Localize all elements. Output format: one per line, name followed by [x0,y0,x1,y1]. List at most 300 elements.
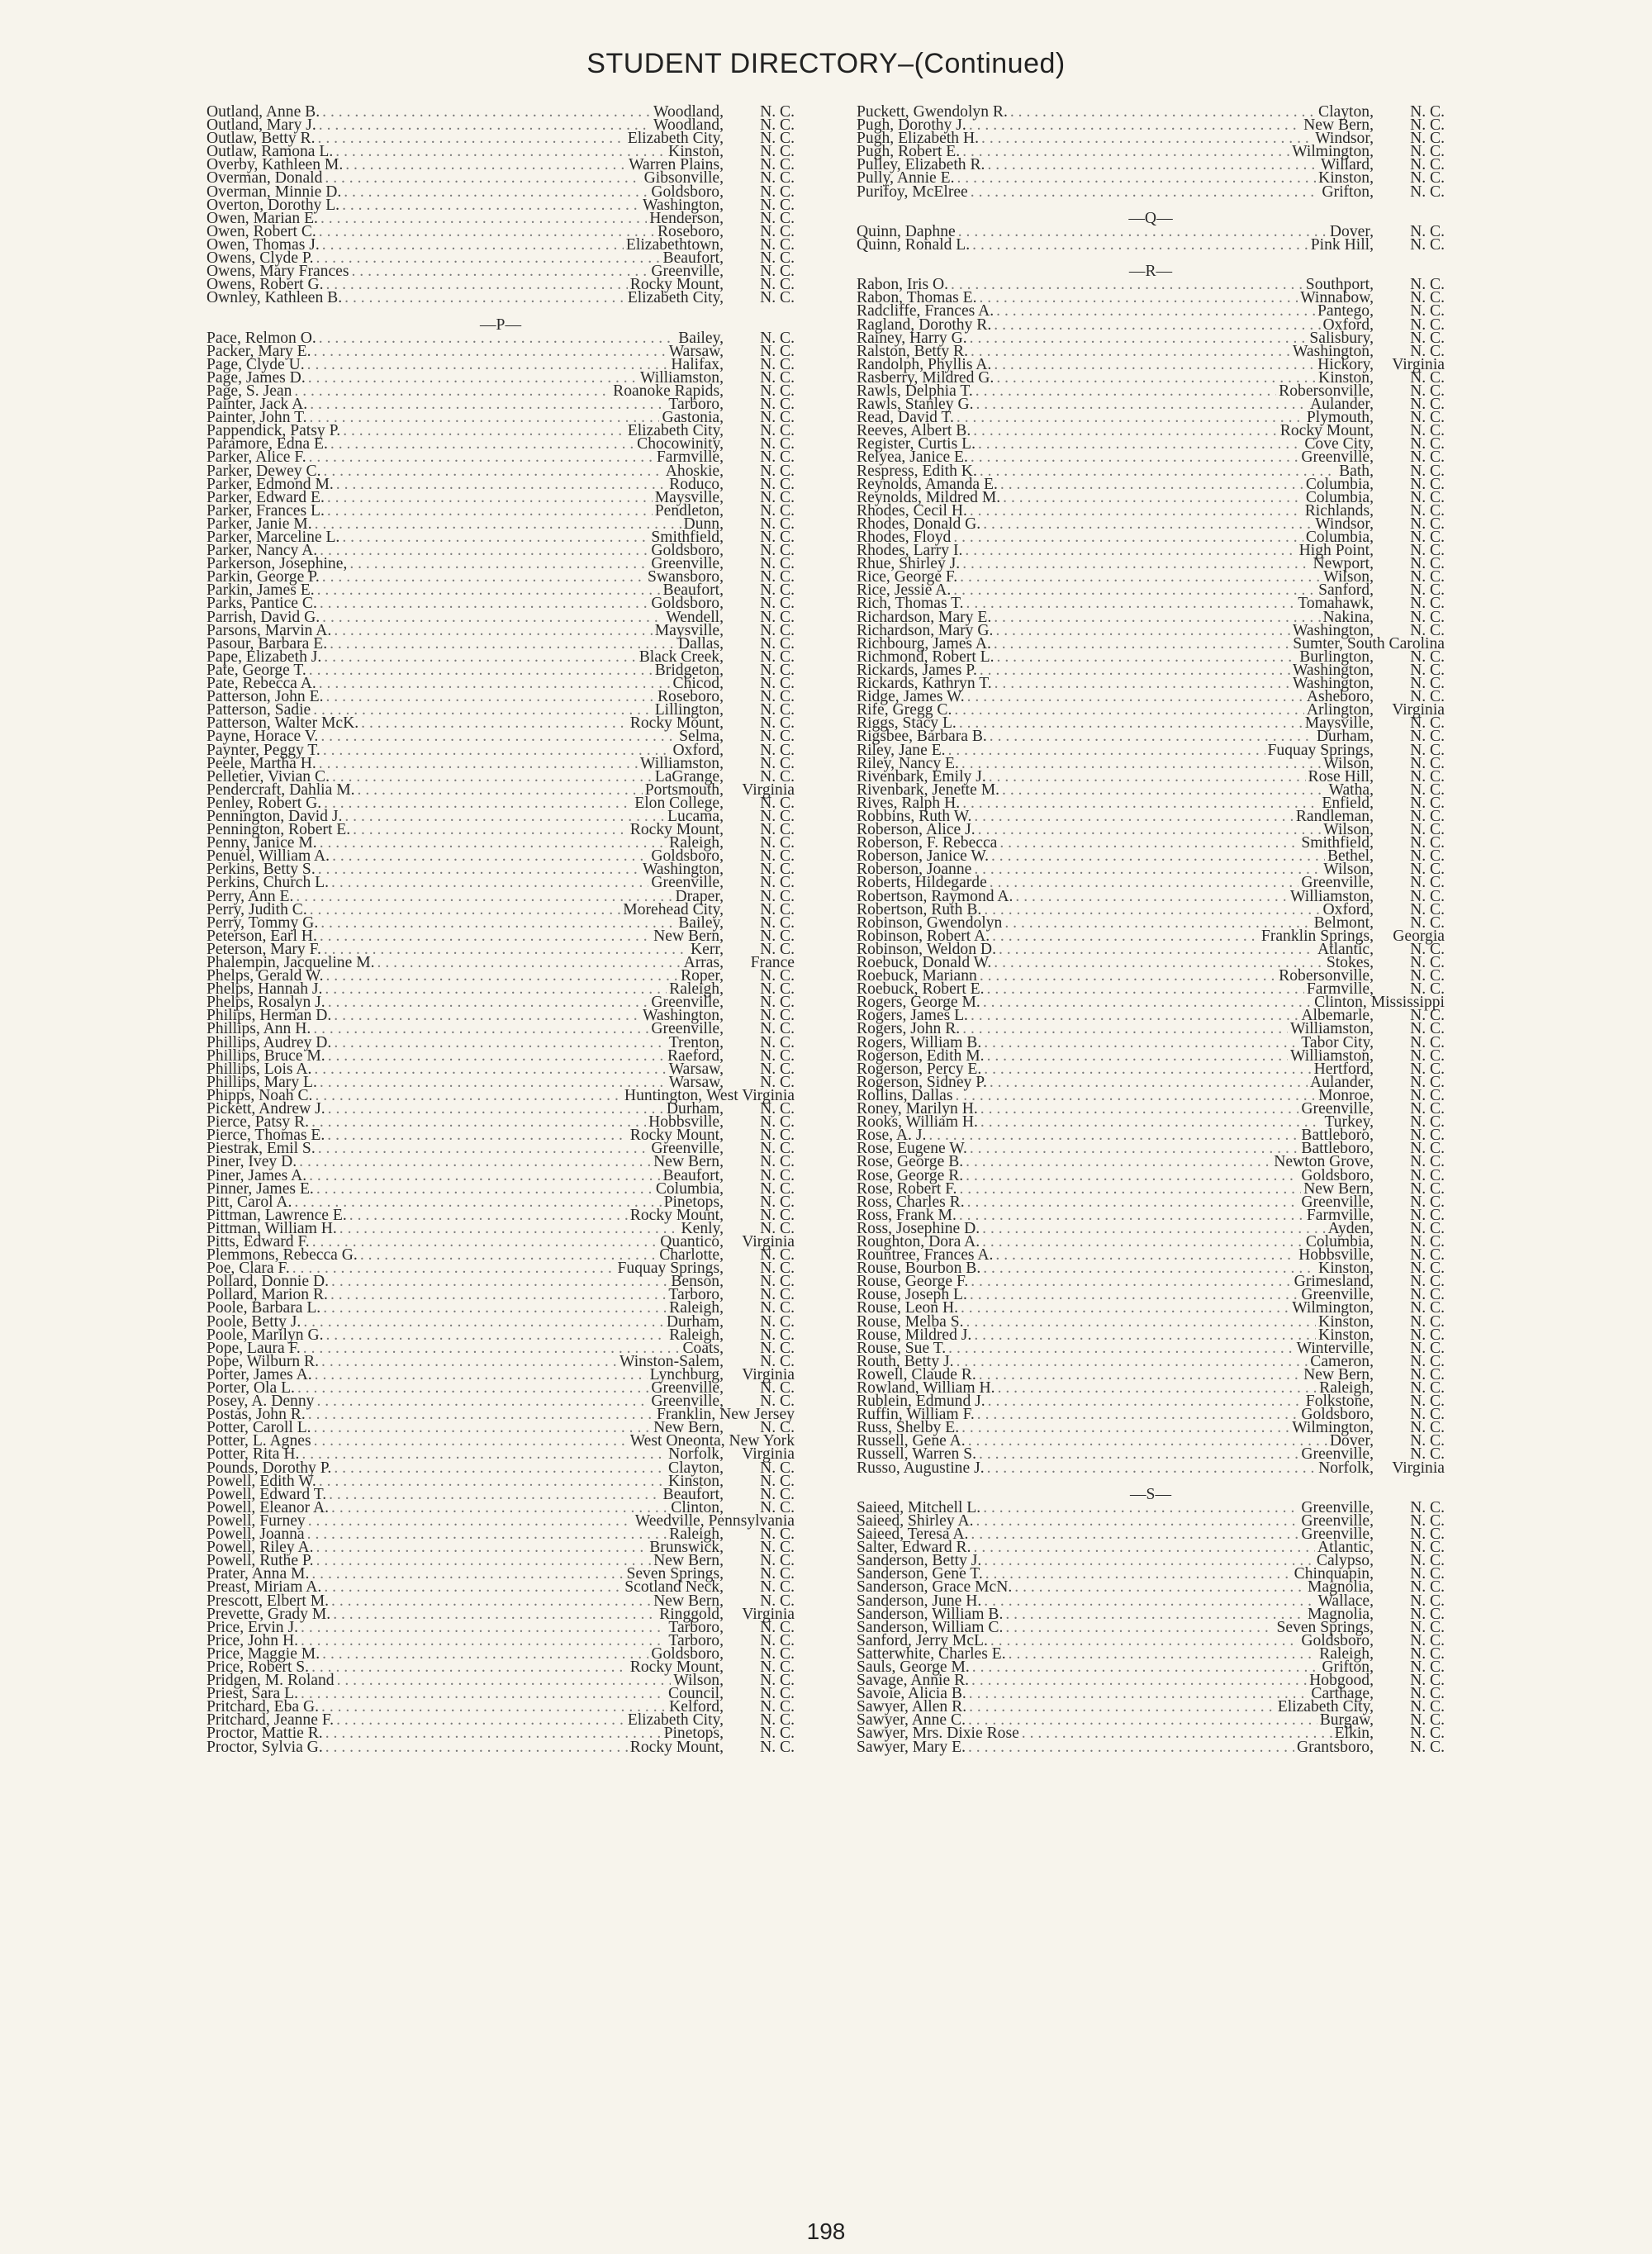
state: N. C. [1406,183,1445,201]
dot-leader [307,358,669,372]
state: N. C. [756,794,795,812]
dot-leader [320,597,648,610]
hometown: Winnabow, [1300,289,1374,307]
hometown: Goldsboro, [1301,1631,1374,1649]
hometown: Oxford, [1322,316,1374,334]
dot-leader [959,1209,1304,1222]
state: Virginia [738,781,795,799]
hometown: Winston-Salem, [619,1352,724,1370]
state: N. C. [1406,1086,1445,1104]
student-name: Sawyer, Anne C. [857,1711,966,1730]
student-name: Sanford, Jerry McL. [857,1631,988,1649]
state: N. C. [1406,1592,1445,1610]
student-name: Sawyer, Mrs. Dixie Rose [857,1725,1019,1743]
dot-leader [326,278,628,292]
dot-leader [997,651,1298,664]
hometown: Elizabeth City, [627,422,724,440]
dot-leader [319,677,671,690]
student-name: Roberson, Alice J. [857,821,976,839]
state: N. C. [756,1326,795,1344]
state: N. C. [1406,1526,1445,1544]
dot-leader [955,1089,1316,1103]
student-name: Peele, Martha H. [206,754,316,772]
dot-leader [315,1369,648,1382]
dot-leader [980,292,1298,305]
dot-leader [981,132,1313,145]
student-name: Rouse, Sue T. [857,1339,947,1357]
hometown: Burlington, [1299,648,1374,666]
state: N. C. [756,847,795,866]
state: N. C. [1406,807,1445,825]
hometown: Chinquapin, [1294,1565,1374,1583]
hometown: Bath, [1339,462,1374,480]
dot-leader [309,451,654,464]
student-name: Phillips, Bruce M. [206,1046,325,1065]
state: N. C. [756,1339,795,1357]
student-name: Poole, Barbara L. [206,1299,321,1317]
hometown: Farmville, [1306,1206,1374,1224]
dot-leader [326,970,679,983]
state: N. C. [1406,1672,1445,1690]
dot-leader [296,890,672,904]
dot-leader [974,810,1293,823]
state: N. C. [756,276,795,294]
student-name: Pope, Laura F. [206,1339,301,1357]
state: N. C. [756,1618,795,1636]
dot-leader [960,571,1321,584]
dot-leader [334,1037,666,1050]
hometown: Goldsboro, [651,847,724,866]
dot-leader [319,225,655,239]
student-name: Penny, Janice M. [206,834,317,852]
hometown: Maysville, [1304,714,1374,733]
student-name: Pritchard, Eba G. [206,1698,320,1716]
hometown: Newport, [1313,555,1374,573]
student-name: Sawyer, Allen R. [857,1698,967,1716]
dot-leader [967,690,1304,704]
state: N. C. [756,1246,795,1265]
student-name: Pitt, Carol A. [206,1193,292,1211]
state: N. C. [1406,1685,1445,1703]
state: N. C. [756,754,795,772]
state: N. C. [756,1658,795,1676]
student-name: Owens, Robert G. [206,276,324,294]
dot-leader [994,319,1320,332]
dot-leader [990,1635,1298,1648]
student-name: Rouse, George F. [857,1273,969,1291]
state: N. C. [756,355,795,373]
student-name: Rickards, Kathryn T. [857,675,992,693]
student-name: Parks, Pantice C. [206,595,317,613]
student-name: Pully, Annie E. [857,169,955,187]
student-name: Rigsbee, Barbara B. [857,728,987,746]
dot-leader [983,996,1312,1009]
state: Virginia [1388,701,1445,719]
hometown: Wilmington, [1292,1299,1374,1317]
student-name: Relyea, Janice E. [857,448,968,467]
hometown: Carthage, [1311,1685,1374,1703]
dot-leader [320,837,667,850]
student-name: Reynolds, Amanda E. [857,475,998,493]
dot-leader [316,1395,648,1408]
dot-leader [961,757,1321,771]
hometown: Maysville, [654,488,724,506]
state: N. C. [756,529,795,546]
dot-leader [1014,1581,1305,1594]
state: N. C. [756,887,795,905]
student-name: Owen, Robert C. [206,222,316,240]
state: N. C. [1406,1232,1445,1250]
state: N. C. [756,448,795,467]
hometown: Greenville, [651,874,724,892]
hometown: Kinston, [1318,1326,1374,1344]
dot-leader [324,465,663,478]
state: N. C. [1406,382,1445,400]
student-name: Rogers, James L. [857,1007,968,1025]
student-name: Pate, George T. [206,661,306,679]
dot-leader [998,1382,1317,1395]
student-name: Phipps, Noah C. [206,1086,313,1104]
dot-leader [987,983,1304,996]
dot-leader [311,1661,628,1674]
state: N. C. [756,568,795,586]
student-name: Quinn, Daphne [857,222,956,240]
student-name: Parsons, Marvin A. [206,621,332,639]
state: New Jersey [715,1406,795,1424]
hometown: Greenville, [1301,1100,1374,1118]
dot-leader [983,1502,1298,1515]
state: N. C. [1406,1698,1445,1716]
state: N. C. [1406,1113,1445,1132]
hometown: New Bern, [653,927,724,945]
dot-leader [983,518,1313,531]
dot-leader [978,438,1302,451]
dot-leader [973,425,1278,438]
state: N. C. [1406,1605,1445,1623]
hometown: Raleigh, [669,834,724,852]
hometown: Greenville, [651,1393,724,1411]
student-name: Powell, Eleanor A. [206,1498,330,1516]
student-name: Saieed, Shirley A. [857,1511,974,1530]
state: N. C. [1406,1273,1445,1291]
dot-leader [325,1727,662,1740]
student-name: Respress, Edith K. [857,462,977,480]
hometown: Rose Hill, [1308,767,1374,785]
hometown: New Bern, [653,1153,724,1171]
student-name: Patterson, Sadie [206,701,311,719]
state: N. C. [1406,1393,1445,1411]
student-name: Pugh, Robert E. [857,143,961,161]
state: N. C. [1406,448,1445,467]
hometown: Monroe, [1318,1086,1374,1104]
dot-leader [316,252,661,265]
dot-leader [327,505,653,518]
hometown: Durham, [1316,728,1374,746]
state: N. C. [1406,1326,1445,1344]
student-name: Perry, Ann E. [206,887,294,905]
dot-leader [957,411,1304,425]
dot-leader [301,1635,666,1648]
section-letter-header: —S— [1129,1485,1172,1503]
state: N. C. [1406,595,1445,613]
dot-leader [1005,1621,1274,1635]
state: N. C. [1406,900,1445,918]
hometown: Greenville, [1301,1286,1374,1304]
hometown: Bailey, [678,329,724,347]
student-name: Russell, Warren S. [857,1445,977,1464]
state: N. C. [756,1539,795,1557]
state: N. C. [756,1179,795,1198]
state: N. C. [756,1498,795,1516]
hometown: Henderson, [649,209,724,227]
state: N. C. [756,409,795,427]
hometown: Franklin Springs, [1260,927,1374,945]
dot-leader [966,1155,1271,1169]
dot-leader [292,1262,615,1275]
dot-leader [969,1701,1275,1714]
state: N. C. [756,994,795,1012]
state: N. C. [1406,1219,1445,1237]
dot-leader [962,1023,1288,1036]
state: N. C. [756,1020,795,1038]
state: N. C. [756,1711,795,1730]
dot-leader [294,1196,661,1209]
hometown: Wilmington, [1292,1419,1374,1437]
dot-leader [319,332,676,345]
student-name: Perkins, Betty S. [206,861,316,879]
state: N. C. [1406,1498,1445,1516]
dot-leader [958,225,1327,239]
dot-leader [951,278,1303,292]
dot-leader [315,1089,621,1103]
student-name: Rich, Thomas T. [857,595,964,613]
hometown: Grifton, [1322,1658,1374,1676]
student-name: Robinson, Robert A. [857,927,990,945]
state: N. C. [1406,515,1445,533]
student-name: Peterson, Earl H. [206,927,317,945]
hometown: Greenville, [651,263,724,281]
dot-leader [352,265,649,278]
state: N. C. [756,608,795,626]
state: N. C. [1406,1644,1445,1663]
student-name: Pape, Elizabeth J. [206,648,322,666]
dot-leader [970,505,1303,518]
hometown: Calypso, [1316,1552,1374,1570]
state: N. C. [1406,1445,1445,1464]
dot-leader [980,1103,1299,1116]
dot-leader [994,358,1315,372]
dot-leader [999,943,1315,956]
student-name: Phillips, Mary L. [206,1073,317,1091]
state: N. C. [1406,767,1445,785]
dot-leader [326,1329,667,1342]
student-name: Rogers, William B. [857,1033,982,1051]
student-name: Richmond, Robert L. [857,648,995,666]
state: N. C. [1406,342,1445,360]
student-name: Rogers, John R. [857,1020,961,1038]
hometown: Swansboro, [648,568,724,586]
state: N. C. [1406,1711,1445,1730]
state: N. C. [1406,648,1445,666]
student-name: Philips, Herman D. [206,1007,332,1025]
student-name: Sanderson, Gene T. [857,1565,983,1583]
dot-leader [971,345,1290,358]
student-name: Outland, Anne B. [206,103,320,121]
student-name: Pinner, James E. [206,1179,314,1198]
hometown: New Bern, [653,1592,724,1610]
hometown: Richlands, [1304,501,1374,520]
hometown: Durham, [666,1312,724,1331]
hometown: Atlantic, [1317,940,1374,958]
hometown: Greenville, [1301,1526,1374,1544]
state: N. C. [756,1060,795,1078]
page-title: STUDENT DIRECTORY–(Continued) [586,48,1066,79]
dot-leader [1015,890,1288,904]
student-name: Pierce, Patsy R. [206,1113,310,1132]
state: N. C. [756,701,795,719]
hometown: Greenville, [1301,1193,1374,1211]
state: N. C. [1406,1046,1445,1065]
hometown: Wendell, [666,608,724,626]
dot-leader [322,106,651,119]
hometown: Washington, [642,861,724,879]
state: N. C. [756,1113,795,1132]
hometown: Woodland, [653,116,724,135]
student-name: Patterson, John E. [206,688,324,706]
dot-leader [985,1568,1292,1581]
student-name: Pitts, Edward F. [206,1232,310,1250]
student-name: Pate, Rebecca A. [206,675,316,693]
dot-leader [1002,784,1326,797]
student-name: Phelps, Gerald W. [206,967,324,985]
hometown: Cove City, [1304,435,1374,453]
student-name: Robertson, Raymond A. [857,887,1014,905]
state: N. C. [1406,608,1445,626]
state: N. C. [756,1578,795,1597]
state: N. C. [756,183,795,201]
dot-leader [318,1142,649,1155]
dot-leader [987,159,1318,172]
student-name: Rowell, Claude R. [857,1365,976,1383]
student-name: Rivenbark, Jenette M. [857,781,1000,799]
hometown: Greenville, [1301,1511,1374,1530]
hometown: Chicod, [672,675,724,693]
state: N. C. [1406,568,1445,586]
student-name: Rose, George R. [857,1166,964,1184]
hometown: Rocky Mount, [629,1658,724,1676]
directory-entry [206,289,795,307]
student-name: Perkins, Church L. [206,874,330,892]
state: N. C. [1406,1179,1445,1198]
student-name: Rose, George B. [857,1153,964,1171]
state: N. C. [1406,1153,1445,1171]
dot-leader [974,1541,1315,1554]
dot-leader [980,970,1276,983]
hometown: Albemarle, [1301,1007,1374,1025]
state: N. C. [756,1459,795,1477]
student-name: Satterwhite, Charles E. [857,1644,1006,1663]
student-name: Rhodes, Cecil H. [857,501,967,520]
student-name: Powell, Edith W. [206,1472,316,1490]
hometown: Elkin, [1334,1725,1374,1743]
hometown: Pendleton, [654,501,724,520]
hometown: Woodland, [653,103,724,121]
dot-leader [334,1462,666,1475]
state: N. C. [1406,741,1445,759]
state: N. C. [1406,1127,1445,1145]
state: N. C. [1406,1565,1445,1583]
student-name: Roberson, Janice W. [857,847,989,866]
state: N. C. [1406,542,1445,560]
student-name: Overby, Kathleen M. [206,156,344,174]
student-name: Robinson, Gwendolyn [857,913,1003,932]
student-name: Rainey, Harry G. [857,329,967,347]
hometown: Scotland Neck, [624,1578,724,1597]
student-name: Rhodes, Larry I. [857,542,963,560]
student-name: Rhodes, Floyd [857,529,952,546]
student-name: Russell, Gene A. [857,1432,966,1450]
hometown: Roper, [681,967,724,985]
hometown: Rocky Mount, [629,1738,724,1756]
hometown: Wilson, [1323,821,1374,839]
dot-leader [970,1142,1299,1155]
hometown: Magnolia, [1308,1605,1374,1623]
student-name: Pierce, Thomas E. [206,1127,325,1145]
state: N. C. [756,1379,795,1397]
state: N. C. [756,1299,795,1317]
dot-leader [297,1382,648,1395]
state: N. C. [756,222,795,240]
state: N. C. [756,1312,795,1331]
hometown: Clinton, [671,1498,724,1516]
state: Virginia [1388,355,1445,373]
dot-leader [303,1316,664,1329]
student-name: Rogers, George M. [857,994,980,1012]
student-name: Ross, Charles R. [857,1193,965,1211]
hometown: Clinton, [1314,994,1367,1012]
student-name: Pugh, Elizabeth H. [857,130,980,148]
dot-leader [962,145,1289,159]
state: N. C. [756,515,795,533]
state: Virginia [1388,1459,1445,1477]
student-name: Parker, Edward E. [206,488,325,506]
state: N. C. [756,728,795,746]
dot-leader [980,465,1336,478]
dot-leader [968,1714,1317,1727]
hometown: Kinston, [1318,368,1374,387]
student-name: Routh, Betty J. [857,1352,954,1370]
dot-leader [961,1302,1289,1315]
state: N. C. [1406,1631,1445,1649]
dot-leader [979,1448,1298,1461]
dot-leader [319,757,638,771]
state: N. C. [756,1738,795,1756]
hometown: Grimesland, [1294,1273,1374,1291]
student-name: Riley, Nancy E. [857,754,959,772]
student-name: Prevette, Grady M. [206,1605,331,1623]
state: N. C. [756,116,795,135]
dot-leader [301,1448,666,1461]
hometown: Beaufort, [662,1485,724,1503]
hometown: Kinston, [1318,1312,1374,1331]
dot-leader [319,119,651,132]
hometown: Battleboro, [1301,1127,1374,1145]
dot-leader [327,491,653,505]
hometown: High Point, [1298,542,1374,560]
state: N. C. [1406,754,1445,772]
student-name: Porter, Ola L. [206,1379,295,1397]
hometown: Tarboro, [668,1618,724,1636]
